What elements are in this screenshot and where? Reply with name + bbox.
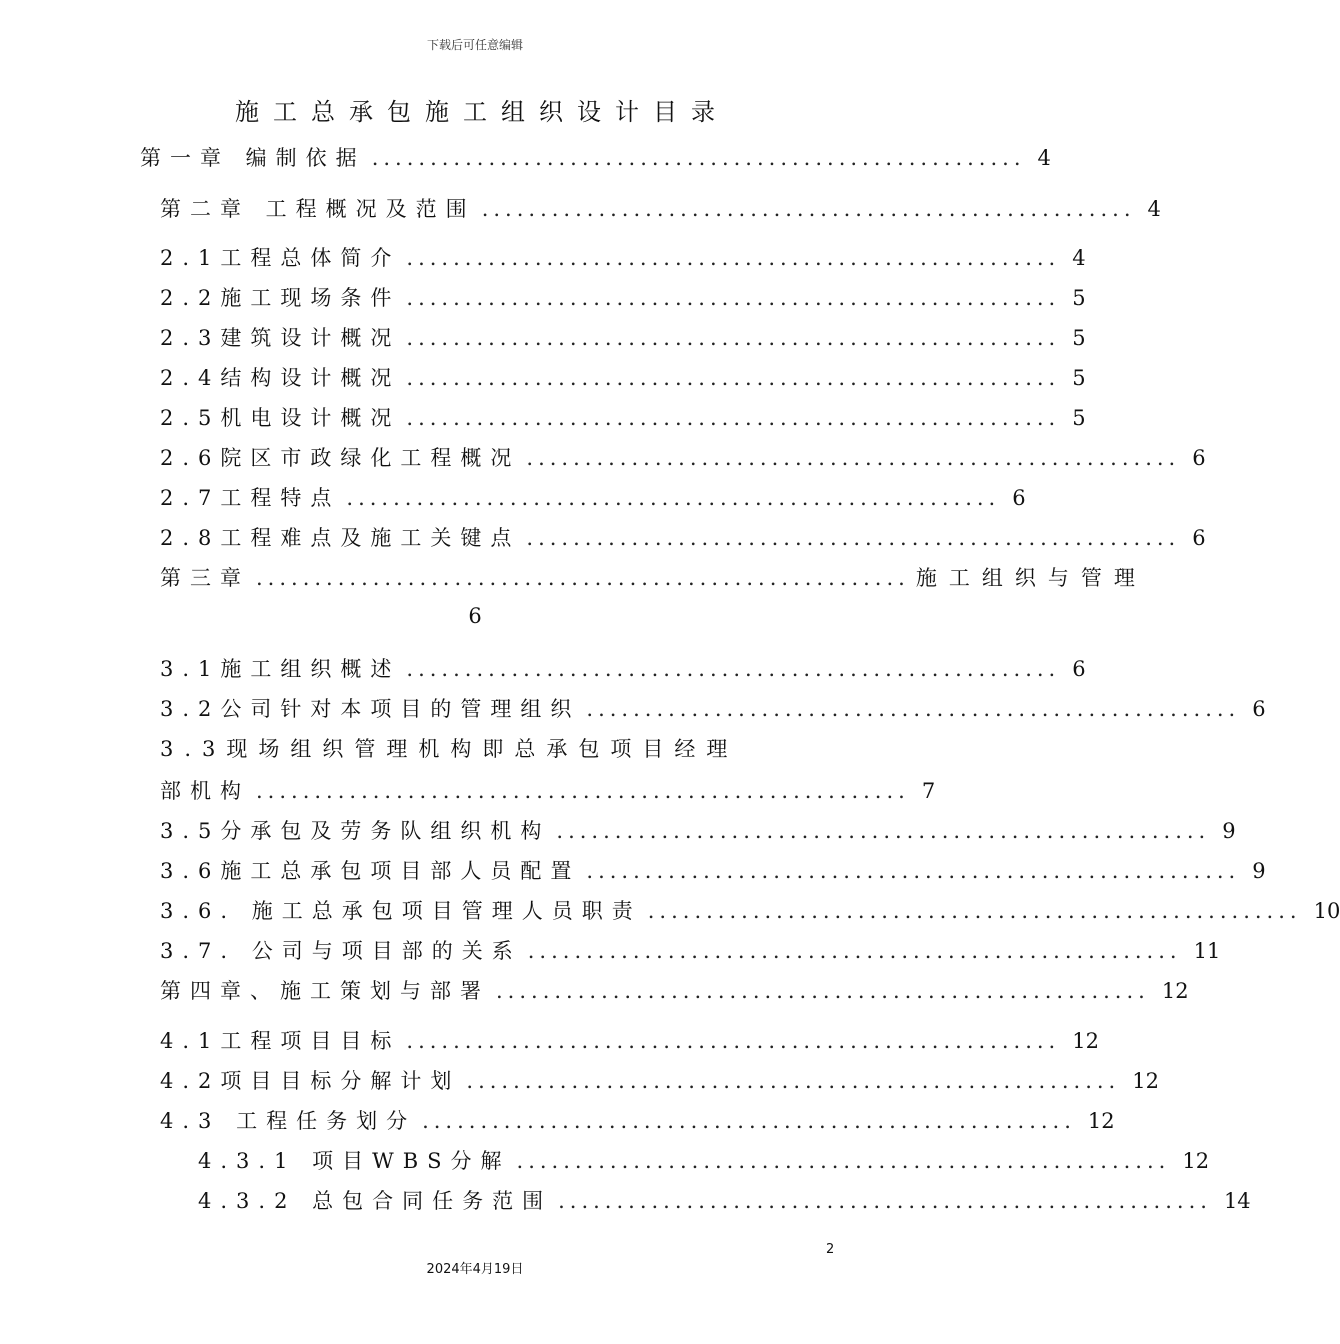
toc-leader-dots: ........................................................: [406, 366, 1061, 390]
toc-entry-page: 12: [1072, 1029, 1099, 1053]
toc-entry[interactable]: [160, 563, 1147, 593]
toc-entry-label: 4.3.1 项目WBS分解: [198, 1149, 511, 1173]
toc-leader-dots: ........................................................: [647, 899, 1302, 923]
toc-leader-dots: ........................................................: [256, 779, 910, 803]
toc-entry-label: 2.1工程总体简介: [160, 246, 401, 270]
toc-entry-label: 3.6. 施工总承包项目管理人员职责: [160, 899, 642, 923]
toc-entry-page: 10: [1313, 899, 1340, 923]
toc-leader-dots: ........................................................: [406, 326, 1061, 350]
toc-entry[interactable]: [160, 856, 1266, 886]
toc-entry[interactable]: [198, 1186, 1251, 1216]
toc-entry-page: 12: [1161, 979, 1189, 1003]
toc-entry-label: 2.6院区市政绿化工程概况: [160, 446, 521, 470]
toc-entry[interactable]: [160, 443, 1206, 473]
toc-entry-label: 3.1施工组织概述: [160, 657, 401, 681]
toc-leader-dots: ........................................................: [496, 979, 1150, 1003]
toc-entry-label: 4.3.2 总包合同任务范围: [198, 1189, 553, 1213]
toc-leader-dots: ........................................................: [586, 697, 1241, 721]
toc-entry[interactable]: [160, 936, 1221, 966]
toc-entry-page: 9: [1222, 819, 1236, 843]
toc-entry-label: 第二章 工程概况及范围: [160, 197, 476, 221]
toc-entry[interactable]: [160, 363, 1086, 393]
toc-entry[interactable]: [160, 776, 936, 806]
toc-entry[interactable]: [160, 694, 1266, 724]
toc-entry[interactable]: [160, 194, 1161, 224]
toc-entry-label: 4.2项目目标分解计划: [160, 1069, 461, 1093]
toc-entry[interactable]: [160, 654, 1086, 684]
toc-entry[interactable]: [160, 403, 1086, 433]
toc-entry[interactable]: [160, 523, 1206, 553]
toc-leader-dots: ........................................................: [516, 1149, 1171, 1173]
toc-leader-dots: ........................................................: [371, 146, 1026, 170]
toc-leader-dots: ........................................................: [556, 819, 1211, 843]
toc-leader-dots: ........................................................: [481, 197, 1136, 221]
toc-entry-page: 6: [1252, 697, 1266, 721]
toc-entry[interactable]: [160, 816, 1236, 846]
header-note: 下载后可任意编辑: [426, 38, 523, 52]
toc-entry[interactable]: [160, 1026, 1099, 1056]
toc-entry-page: 6: [1012, 486, 1026, 510]
toc-entry-page: 5: [1072, 406, 1086, 430]
toc-entry[interactable]: [198, 1146, 1210, 1176]
toc-entry[interactable]: [160, 323, 1086, 353]
page-number: 2: [826, 1242, 835, 1257]
toc-leader-dots: ........................................................: [406, 1029, 1061, 1053]
toc-entry-label: 3.5分承包及劳务队组织机构: [160, 819, 551, 843]
toc-entry[interactable]: [160, 976, 1189, 1006]
toc-entry-label: 部机构: [160, 779, 250, 803]
toc-entry-page: 7: [921, 779, 936, 803]
toc-entry-label: 2.7工程特点: [160, 486, 341, 510]
toc-entry-page: 4: [1037, 146, 1051, 170]
toc-entry[interactable]: [160, 1106, 1115, 1136]
toc-entry[interactable]: [160, 283, 1086, 313]
toc-leader-dots: ........................................................: [527, 939, 1182, 963]
toc-entry-label: 第一章 编制依据: [140, 146, 366, 170]
toc-leader-dots: ........................................................: [586, 859, 1241, 883]
toc-entry-label: 3.2公司针对本项目的管理组织: [160, 697, 581, 721]
toc-entry[interactable]: [160, 483, 1026, 513]
toc-entry-label: 第四章、施工策划与部署: [160, 979, 490, 1003]
toc-leader-dots: ........................................................: [422, 1109, 1076, 1133]
toc-leader-dots: ........................................................: [526, 526, 1181, 550]
toc-entry-label: 4.3 工程任务划分: [160, 1109, 417, 1133]
toc-leader-dots: ........................................................: [256, 566, 910, 590]
toc-entry-page: 12: [1182, 1149, 1210, 1173]
toc-entry-page: 12: [1132, 1069, 1159, 1093]
toc-entry-title: 施工组织与管理: [915, 566, 1147, 590]
document-title: 施工总承包施工组织设计目录: [235, 98, 729, 126]
toc-entry-page: 4: [1072, 246, 1086, 270]
toc-entry-label: 4.1工程项目目标: [160, 1029, 401, 1053]
toc-entry[interactable]: [160, 1066, 1159, 1096]
toc-entry[interactable]: [160, 243, 1086, 273]
toc-entry-label: 2.8工程难点及施工关键点: [160, 526, 521, 550]
toc-leader-dots: ........................................................: [406, 406, 1061, 430]
toc-entry-page: 9: [1252, 859, 1266, 883]
toc-leader-dots: ........................................................: [406, 246, 1061, 270]
toc-entry-page: 6: [468, 604, 482, 628]
toc-entry[interactable]: [160, 896, 1340, 926]
toc-entry-page: 6: [1072, 657, 1086, 681]
toc-entry-page: 4: [1147, 197, 1161, 221]
toc-entry-label: 2.4结构设计概况: [160, 366, 401, 390]
toc-entry-label: 2.2施工现场条件: [160, 286, 401, 310]
toc-entry-page: 6: [1192, 526, 1206, 550]
toc-entry-page: 11: [1193, 939, 1221, 963]
toc-entry-page: 5: [1072, 326, 1086, 350]
footer-date: 2024年4月19日: [426, 1262, 524, 1277]
toc-leader-dots: ........................................................: [466, 1069, 1121, 1093]
toc-entry-page: 5: [1072, 286, 1086, 310]
toc-leader-dots: ........................................................: [526, 446, 1181, 470]
toc-entry-page: 6: [1192, 446, 1206, 470]
toc-entry-wrapped-label[interactable]: 3.3现场组织管理机构即总承包项目经理: [160, 737, 739, 761]
toc-entry[interactable]: [140, 143, 1051, 173]
toc-leader-dots: ........................................................: [406, 657, 1061, 681]
toc-entry-label: 2.3建筑设计概况: [160, 326, 401, 350]
toc-entry-label: 3.6施工总承包项目部人员配置: [160, 859, 581, 883]
toc-entry-label: 第三章: [160, 566, 250, 590]
toc-entry-label: 3.7. 公司与项目部的关系: [160, 939, 522, 963]
toc-leader-dots: ........................................................: [406, 286, 1061, 310]
toc-entry-page: 12: [1087, 1109, 1115, 1133]
toc-entry-page: 14: [1223, 1189, 1251, 1213]
toc-entry-page: 5: [1072, 366, 1086, 390]
toc-leader-dots: ........................................................: [346, 486, 1001, 510]
toc-entry-label: 2.5机电设计概况: [160, 406, 401, 430]
toc-leader-dots: ........................................................: [558, 1189, 1212, 1213]
